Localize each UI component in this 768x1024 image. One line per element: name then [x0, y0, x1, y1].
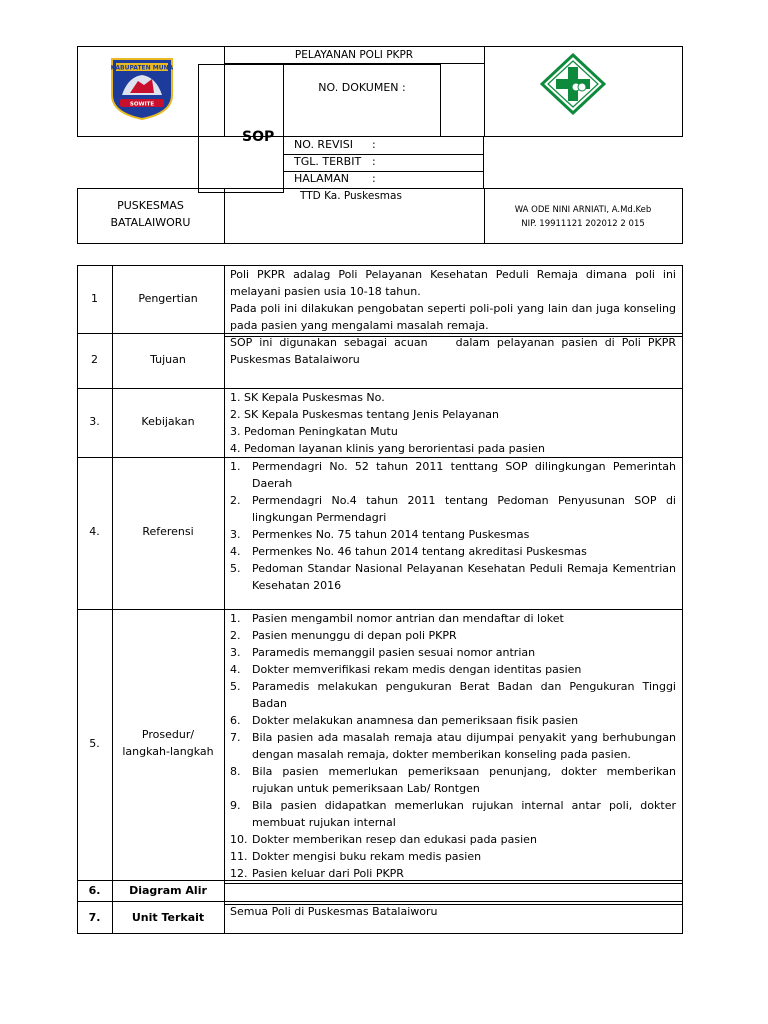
sop-label: SOP	[242, 129, 275, 145]
list-item: 11. Dokter mengisi buku rekam medis pasien	[230, 850, 482, 863]
row-number: 1	[91, 292, 98, 305]
row-label: Diagram Alir	[129, 884, 207, 897]
row-label: Kebijakan	[141, 415, 195, 428]
row-label: Unit Terkait	[131, 911, 205, 924]
list-item: 1. Permendagri No. 52 tahun 2011 tenttang SOP dilingkungan Pemerintah Daerah	[230, 460, 676, 490]
signer-nip: NIP. 19911121 202012 2 015	[521, 219, 645, 229]
tgl-terbit-label: TGL. TERBIT	[294, 155, 362, 168]
document-title: PELAYANAN POLI PKPR	[294, 49, 414, 61]
no-revisi-label: NO. REVISI	[294, 138, 354, 151]
tgl-terbit-sep: :	[372, 155, 376, 168]
list-item: 3. Permenkes No. 75 tahun 2014 tentang Puskesmas	[230, 528, 530, 541]
pengertian-text-2: Pada poli ini dilakukan pengobatan seperti poli-poli yang lain dan juga konseling pada pasien yang mengalami masalah remaja.	[230, 302, 676, 332]
list-item: 4. Dokter memverifikasi rekam medis dengan identitas pasien	[230, 663, 582, 676]
prosedur-list	[230, 610, 676, 882]
ttd-label: TTD Ka. Puskesmas	[300, 190, 402, 202]
list-item: 2. Permendagri No.4 tahun 2011 tentang Pedoman Penyusunan SOP di lingkungan Permendagri	[230, 494, 676, 524]
emblem-top-text: KABUPATEN MUNA	[110, 64, 174, 72]
row-label: Referensi	[142, 525, 194, 538]
kebijakan-item: 4. Pedoman layanan klinis yang berorientasi pada pasien	[230, 442, 545, 455]
row-number: 2	[91, 353, 98, 366]
list-item: 12. Pasien keluar dari Poli PKPR	[230, 867, 404, 880]
halaman-label: HALAMAN	[294, 172, 349, 185]
kebijakan-item: 3. Pedoman Peningkatan Mutu	[230, 425, 398, 438]
kebijakan-item: 1. SK Kepala Puskesmas No.	[230, 391, 385, 404]
list-item: 5. Pedoman Standar Nasional Pelayanan Kesehatan Peduli Remaja Kementrian Kesehatan 2016	[230, 562, 676, 592]
row-label: Prosedur/	[141, 728, 195, 741]
list-item: 3. Paramedis memanggil pasien sesuai nomor antrian	[230, 646, 536, 659]
list-item: 7. Bila pasien ada masalah remaja atau dijumpai penyakit yang berhubungan dengan masalah remaja, dokter memberikan konseling pada pasien.	[230, 731, 676, 761]
row-label-2: langkah-langkah	[122, 745, 214, 758]
no-revisi-sep: :	[372, 138, 376, 151]
pengertian-text-1: Poli PKPR adalag Poli Pelayanan Kesehatan Peduli Remaja dimana poli ini melayani pasien usia 10-18 tahun.	[230, 268, 676, 298]
row-label: Pengertian	[138, 292, 198, 305]
kebijakan-item: 2. SK Kepala Puskesmas tentang Jenis Pelayanan	[230, 408, 500, 421]
row-number: 4.	[89, 525, 100, 538]
row-label: Tujuan	[150, 353, 186, 366]
referensi-list	[230, 458, 676, 594]
unit-terkait-text: Semua Poli di Puskesmas Batalaiworu	[230, 905, 438, 918]
list-item: 9. Bila pasien didapatkan memerlukan rujukan internal antar poli, dokter membuat rujukan internal	[230, 799, 676, 829]
halaman-sep: :	[372, 172, 376, 185]
list-item: 6. Dokter melakukan anamnesa dan pemeriksaan fisik pasien	[230, 714, 579, 727]
list-item: 2. Pasien menunggu di depan poli PKPR	[230, 629, 457, 642]
list-item: 10. Dokter memberikan resep dan edukasi pada pasien	[230, 833, 537, 846]
list-item: 5. Paramedis melakukan pengukuran Berat Badan dan Pengukuran Tinggi Badan	[230, 680, 676, 710]
kabupaten-muna-emblem-icon	[108, 55, 176, 121]
list-item: 8. Bila pasien memerlukan pemeriksaan penunjang, dokter memberikan rujukan untuk pemeriksaan Lab/ Rontgen	[230, 765, 676, 795]
signer-name: WA ODE NINI ARNIATI, A.Md.Keb	[514, 205, 652, 215]
row-number: 6.	[88, 884, 101, 897]
puskesmas-name-line2: BATALAIWORU	[110, 216, 191, 229]
row-number: 3.	[89, 415, 100, 428]
puskesmas-name-line1: PUSKESMAS	[117, 199, 184, 212]
emblem-bottom-text: SOWITE	[129, 101, 155, 108]
no-dokumen-label: NO. DOKUMEN :	[318, 81, 406, 94]
row-number: 5.	[89, 737, 100, 750]
list-item: 1. Pasien mengambil nomor antrian dan mendaftar di loket	[230, 612, 564, 625]
tujuan-text: SOP ini digunakan sebagai acuan dalam pelayanan pasien di Poli PKPR Puskesmas Batalaiworu	[230, 336, 680, 366]
list-item: 4. Permenkes No. 46 tahun 2014 tentang akreditasi Puskesmas	[230, 545, 587, 558]
puskesmas-logo-icon	[540, 53, 606, 115]
row-number: 7.	[88, 911, 101, 924]
